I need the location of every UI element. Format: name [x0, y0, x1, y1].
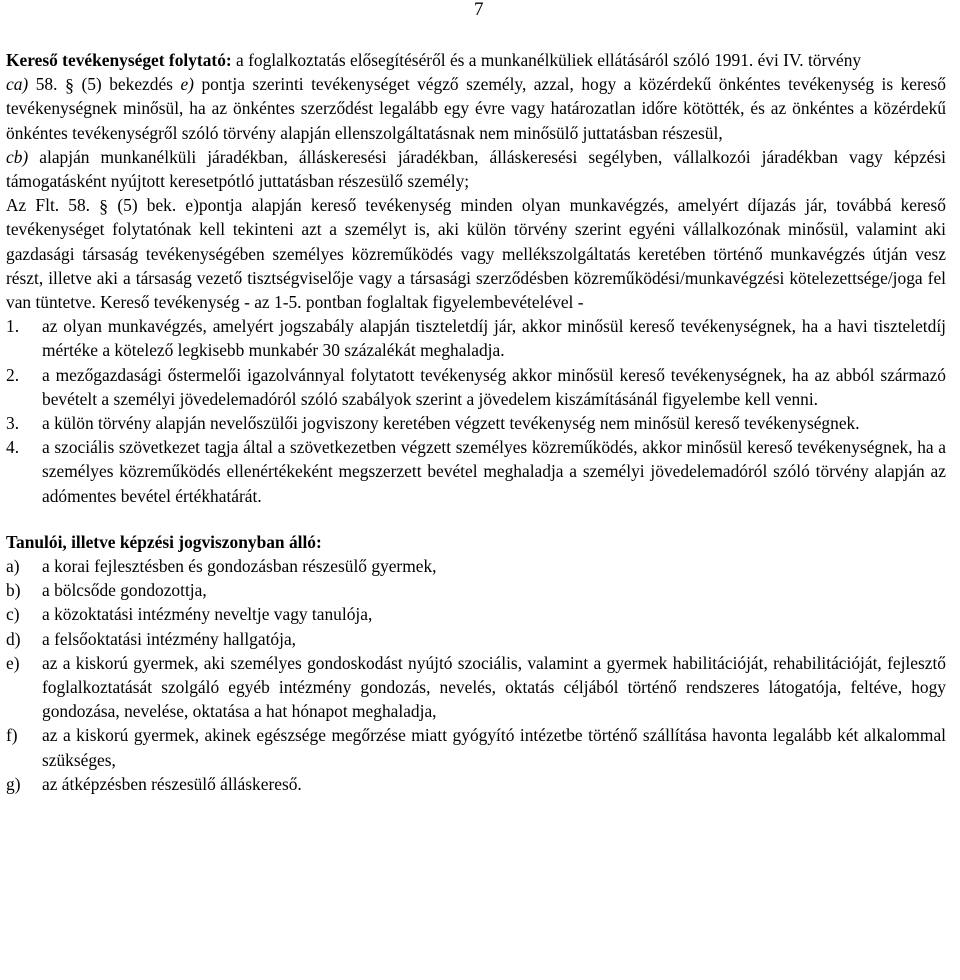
page-number: 7 — [474, 0, 484, 20]
cb-paragraph — [6, 145, 946, 193]
list-item — [6, 435, 946, 508]
list-item-text: az a kiskorú gyermek, aki személyes gondoskodást nyújtó szociális, valamint a gyermek habilitációját, rehabilitációját, fejlesztő foglalkoztatását szolgáló egyéb intézmény gondozás, nevelés, oktatás céljából történő rendszeres látogatója, feltéve, hogy gondozása, nevelése, oktatása a hat hónapot meghaladja, — [42, 652, 946, 722]
list-item — [6, 651, 946, 724]
flt-text-1: Az Flt. 58. — [6, 195, 100, 216]
list-item-marker: d) — [6, 628, 21, 649]
list-item — [6, 554, 946, 578]
list-item-marker: 2. — [6, 364, 20, 385]
list-item-marker: 3. — [6, 413, 20, 434]
ca-text-1: 58. — [28, 74, 65, 95]
list-item — [6, 363, 946, 411]
student-section-heading: Tanulói, illetve képzési jogviszonyban álló: — [6, 531, 322, 552]
ca-e-label: e) — [180, 74, 194, 95]
list-item — [6, 723, 946, 771]
numbered-list — [6, 314, 946, 508]
list-item-marker: 1. — [6, 316, 20, 337]
list-item-text: a szociális szövetkezet tagja által a szövetkezetben végzett személyes közreműködés, akkor minősül kereső tevékenységnek, ha a személyes közreműködés ellenértékeként megszerzett bevétel meghaladja a személyi jövedelemadóról szóló törvény alapján az adómentes bevétel értékhatárát. — [42, 437, 946, 506]
student-list — [6, 554, 946, 796]
intro-paragraph — [6, 48, 946, 72]
flt-paragraph — [6, 193, 946, 314]
list-item-marker: a) — [6, 556, 20, 577]
list-item-text: a mezőgazdasági őstermelői igazolvánnyal folytatott tevékenység akkor minősül kereső tevékenységnek, ha az abból származó bevételt a személyi jövedelemadóról szóló szabályok szerint a jövedelem kiszámításánál figyelembe kell venni. — [42, 364, 946, 409]
cb-label: cb) — [6, 146, 29, 167]
ca-paragraph — [6, 72, 946, 145]
document-body — [6, 48, 946, 796]
list-item-text: az átképzésben részesülő álláskereső. — [42, 773, 302, 794]
ca-text-3: pontja szerinti tevékenységet végző személy, azzal, hogy a közérdekű önkéntes tevékenység is kereső tevékenységnek minősül, ha az önkéntes szerződést legalább egy évre vagy határozatlan időre kötötték, és az önkéntes a közérdekű önkéntes tevékenységről szóló törvény alapján ellenszolgáltatásnak nem minősülő juttatásban részesül, — [6, 74, 946, 143]
list-item-text: a külön törvény alapján nevelőszülői jogviszony keretében végzett tevékenység nem minősül kereső tevékenységnek. — [42, 413, 860, 434]
list-item-text: a korai fejlesztésben és gondozásban részesülő gyermek, — [42, 556, 437, 577]
list-item-marker: g) — [6, 773, 21, 794]
list-item-marker: b) — [6, 580, 21, 601]
list-item — [6, 578, 946, 602]
ca-section-sign: § — [64, 75, 74, 96]
ca-label: ca) — [6, 74, 29, 95]
list-item-text: a közoktatási intézmény neveltje vagy tanulója, — [42, 604, 373, 625]
list-item — [6, 627, 946, 651]
flt-section-sign: § — [99, 196, 109, 217]
list-item — [6, 314, 946, 362]
list-item-marker: f) — [6, 725, 18, 746]
list-item-text: a bölcsőde gondozottja, — [42, 580, 207, 601]
list-item-marker: 4. — [6, 437, 20, 458]
list-item — [6, 411, 946, 435]
ca-text-2: (5) bekezdés — [73, 74, 181, 95]
list-item-text: az olyan munkavégzés, amelyért jogszabály alapján tiszteletdíj jár, akkor minősül kereső tevékenységnek, ha a havi tiszteletdíj mértéke a kötelező legkisebb munkabér 30 százalékát meghaladja. — [42, 316, 946, 361]
intro-heading: Kereső tevékenységet folytató: — [6, 50, 232, 70]
list-item — [6, 602, 946, 626]
intro-heading-rest: a foglalkoztatás elősegítéséről és a munkanélküliek ellátásáról szóló 1991. évi IV. törvény — [231, 50, 862, 70]
list-item — [6, 772, 946, 796]
cb-text: alapján munkanélküli járadékban, álláskeresési járadékban, álláskeresési segélyben, vállalkozói járadékban vagy képzési támogatásként nyújtott keresetpótló juttatásban részesülő személy; — [6, 146, 946, 192]
flt-text-2: (5) bek. e)pontja alapján kereső tevékenység minden olyan munkavégzés, amelyért díjazás jár, továbbá kereső tevékenységet folytatónak kell tekinteni azt a személyt is, aki külön törvény szerint egyéni vállalkozónak minősül, valamint aki gazdasági társaság tevékenységében személyes közreműködés vagy mellékszolgáltatás keretében történő munkavégzés útján vesz részt, illetve aki a társaság vezető tisztségviselője vagy a társasági szerződésben közreműködési/munkavégzési kötelezettsége/joga fel van tüntetve. Kereső tevékenység - az 1-5. pontban foglaltak figyelembevételével - — [6, 195, 946, 313]
list-item-text: az a kiskorú gyermek, akinek egészsége megőrzése miatt gyógyító intézetbe történő szállítása havonta legalább két alkalommal szükséges, — [42, 725, 946, 770]
list-item-text: a felsőoktatási intézmény hallgatója, — [42, 628, 297, 649]
list-item-marker: e) — [6, 652, 20, 673]
list-item-marker: c) — [6, 604, 20, 625]
